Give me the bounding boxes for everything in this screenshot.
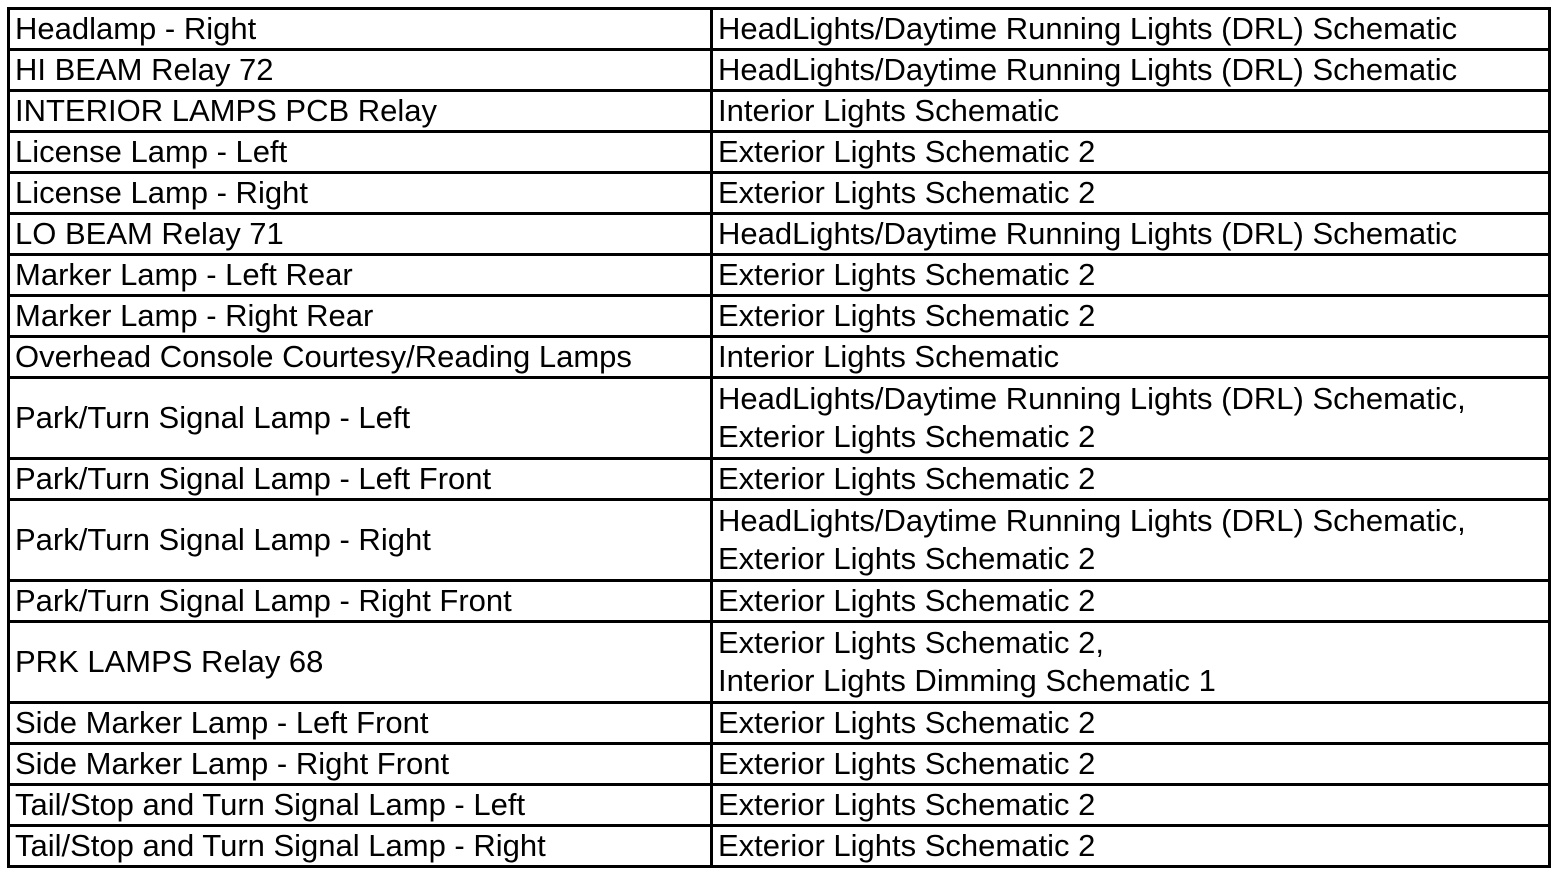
schematic-reference: Exterior Lights Schematic 2 — [718, 828, 1096, 863]
table-row — [9, 50, 1550, 91]
schematic-reference: HeadLights/Daytime Running Lights (DRL) Schematic, — [718, 381, 1466, 416]
schematic-cell — [712, 214, 1550, 255]
component-cell: Park/Turn Signal Lamp - Left — [9, 378, 712, 459]
schematic-reference: Exterior Lights Schematic 2 — [718, 787, 1096, 822]
schematic-reference: Interior Lights Schematic — [718, 93, 1060, 128]
schematic-cell — [712, 459, 1550, 500]
schematic-cell — [712, 9, 1550, 50]
schematic-cell — [712, 91, 1550, 132]
schematic-cell — [712, 826, 1550, 867]
schematic-reference: HeadLights/Daytime Running Lights (DRL) Schematic — [718, 52, 1458, 87]
schematic-reference: Exterior Lights Schematic 2 — [718, 746, 1096, 781]
table-row — [9, 214, 1550, 255]
schematic-cell — [712, 744, 1550, 785]
schematic-reference: Exterior Lights Schematic 2 — [718, 541, 1096, 576]
table-row — [9, 378, 1550, 459]
schematic-cell — [712, 132, 1550, 173]
schematic-reference: Exterior Lights Schematic 2 — [718, 257, 1096, 292]
table-row — [9, 744, 1550, 785]
table-body — [9, 9, 1550, 867]
schematic-reference: HeadLights/Daytime Running Lights (DRL) Schematic — [718, 216, 1458, 251]
schematic-reference: Exterior Lights Schematic 2 — [718, 583, 1096, 618]
component-cell: Headlamp - Right — [9, 9, 712, 50]
schematic-reference: Exterior Lights Schematic 2 — [718, 705, 1096, 740]
schematic-reference: Exterior Lights Schematic 2, — [718, 625, 1104, 660]
schematic-cell — [712, 378, 1550, 459]
schematic-cell — [712, 296, 1550, 337]
table-row — [9, 132, 1550, 173]
component-cell: LO BEAM Relay 71 — [9, 214, 712, 255]
schematic-cell — [712, 173, 1550, 214]
component-cell: Marker Lamp - Right Rear — [9, 296, 712, 337]
table-row — [9, 337, 1550, 378]
schematic-reference: Interior Lights Dimming Schematic 1 — [718, 663, 1216, 698]
component-cell: Side Marker Lamp - Left Front — [9, 703, 712, 744]
schematic-cell — [712, 581, 1550, 622]
component-cell: Park/Turn Signal Lamp - Right Front — [9, 581, 712, 622]
table-row — [9, 255, 1550, 296]
schematic-reference: Exterior Lights Schematic 2 — [718, 419, 1096, 454]
component-cell: Park/Turn Signal Lamp - Right — [9, 500, 712, 581]
schematic-cell — [712, 50, 1550, 91]
schematic-cell — [712, 337, 1550, 378]
schematic-cell — [712, 622, 1550, 703]
schematic-reference: Exterior Lights Schematic 2 — [718, 134, 1096, 169]
schematic-cell — [712, 785, 1550, 826]
component-cell: PRK LAMPS Relay 68 — [9, 622, 712, 703]
table-row — [9, 91, 1550, 132]
table-row — [9, 581, 1550, 622]
component-cell: Overhead Console Courtesy/Reading Lamps — [9, 337, 712, 378]
table-row — [9, 703, 1550, 744]
table-row — [9, 173, 1550, 214]
component-cell: License Lamp - Left — [9, 132, 712, 173]
table-row — [9, 459, 1550, 500]
table-row — [9, 9, 1550, 50]
schematic-cell — [712, 703, 1550, 744]
component-cell: Side Marker Lamp - Right Front — [9, 744, 712, 785]
schematic-cell — [712, 500, 1550, 581]
table-row — [9, 500, 1550, 581]
component-cell: HI BEAM Relay 72 — [9, 50, 712, 91]
component-cell: Tail/Stop and Turn Signal Lamp - Left — [9, 785, 712, 826]
component-cell: Tail/Stop and Turn Signal Lamp - Right — [9, 826, 712, 867]
schematic-reference: Exterior Lights Schematic 2 — [718, 298, 1096, 333]
component-cell: License Lamp - Right — [9, 173, 712, 214]
schematic-reference: Exterior Lights Schematic 2 — [718, 461, 1096, 496]
schematic-reference: HeadLights/Daytime Running Lights (DRL) Schematic — [718, 11, 1458, 46]
table-row — [9, 826, 1550, 867]
table-row — [9, 622, 1550, 703]
component-schematic-table — [7, 7, 1551, 868]
schematic-reference: HeadLights/Daytime Running Lights (DRL) Schematic, — [718, 503, 1466, 538]
component-cell: INTERIOR LAMPS PCB Relay — [9, 91, 712, 132]
schematic-reference: Interior Lights Schematic — [718, 339, 1060, 374]
schematic-cell — [712, 255, 1550, 296]
table-row — [9, 296, 1550, 337]
table-row — [9, 785, 1550, 826]
schematic-reference: Exterior Lights Schematic 2 — [718, 175, 1096, 210]
component-cell: Marker Lamp - Left Rear — [9, 255, 712, 296]
component-cell: Park/Turn Signal Lamp - Left Front — [9, 459, 712, 500]
